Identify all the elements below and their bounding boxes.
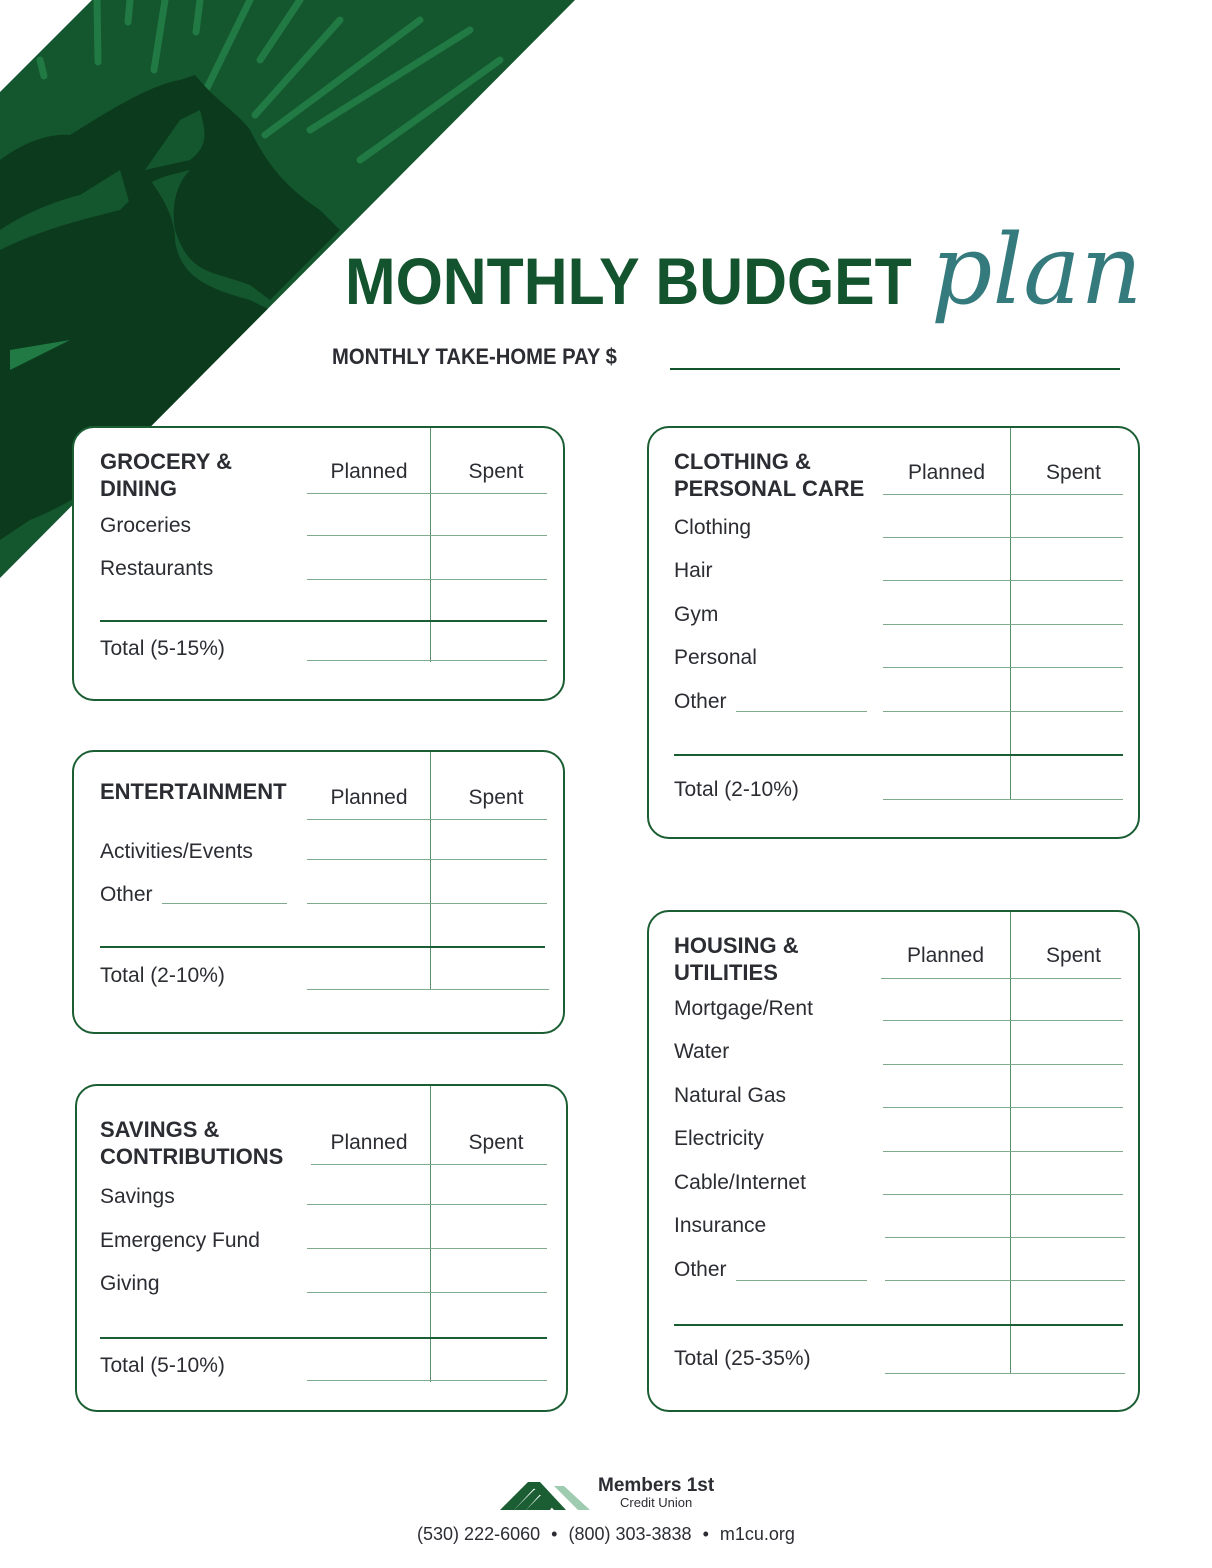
row-label-clothing: Clothing (674, 516, 752, 539)
entry-line-insurance[interactable] (885, 1237, 1125, 1238)
phone-local[interactable]: (530) 222-6060 (417, 1524, 541, 1544)
takehome-pay-field[interactable] (332, 344, 642, 370)
takehome-pay-blank-line[interactable] (670, 368, 1120, 370)
row-label-hair: Hair (674, 559, 713, 582)
entry-line-groceries[interactable] (307, 535, 547, 536)
row-label-water: Water (674, 1040, 730, 1063)
column-header-spent: Spent (468, 1131, 524, 1154)
row-label-savings: Savings (100, 1185, 175, 1208)
entry-line-personal[interactable] (883, 667, 1123, 668)
row-label-other: Other (674, 1258, 727, 1281)
other-description-line[interactable] (162, 903, 287, 904)
entry-line-other[interactable] (307, 903, 547, 904)
entry-line-natural-gas[interactable] (883, 1107, 1123, 1108)
header-rule (883, 494, 1123, 495)
logo-name: Members 1st (598, 1475, 715, 1496)
entry-line-total[interactable] (883, 799, 1123, 800)
title-script-text: plan (931, 214, 1143, 326)
column-header-planned: Planned (907, 461, 986, 484)
column-header-planned: Planned (330, 1131, 408, 1154)
section-grocery-dining (72, 426, 565, 701)
entry-line-electricity[interactable] (883, 1151, 1123, 1152)
row-label-insurance: Insurance (674, 1214, 767, 1237)
brand-logo (500, 1476, 714, 1510)
entry-line-water[interactable] (883, 1064, 1123, 1065)
page-title (345, 214, 1143, 326)
column-header-planned: Planned (330, 786, 408, 809)
other-description-line[interactable] (736, 1280, 867, 1281)
total-rule (100, 1337, 547, 1339)
row-label-activities-events: Activities/Events (100, 840, 253, 863)
row-label-cable-internet: Cable/Internet (674, 1171, 806, 1194)
row-label-total: Total (25-35%) (674, 1347, 811, 1370)
header-rule (307, 493, 547, 494)
row-label-restaurants: Restaurants (100, 557, 214, 580)
total-rule (100, 620, 547, 622)
entry-line-restaurants[interactable] (307, 579, 547, 580)
entry-line-savings[interactable] (307, 1204, 547, 1205)
section-title: GROCERY & DINING (100, 449, 233, 501)
column-divider (1010, 912, 1011, 1374)
entry-line-emergency-fund[interactable] (307, 1248, 547, 1249)
total-rule (674, 1324, 1123, 1326)
row-label-natural-gas: Natural Gas (674, 1084, 787, 1107)
entry-line-total[interactable] (307, 660, 547, 661)
row-label-personal: Personal (674, 646, 757, 669)
entry-line-activities-events[interactable] (307, 859, 547, 860)
column-header-spent: Spent (468, 786, 524, 809)
footer-contact-line (0, 1524, 1212, 1545)
column-header-spent: Spent (1046, 944, 1101, 967)
section-title: CLOTHING & PERSONAL CARE (674, 449, 865, 501)
entry-line-gym[interactable] (883, 624, 1123, 625)
section-title: SAVINGS & CONTRIBUTIONS (100, 1117, 284, 1169)
section-entertainment (72, 750, 565, 1034)
entry-line-total[interactable] (885, 1373, 1125, 1374)
entry-line-mortgage-rent[interactable] (883, 1020, 1123, 1021)
entry-line-cable-internet[interactable] (883, 1194, 1123, 1195)
row-label-total: Total (5-15%) (100, 637, 225, 660)
separator-dot: • (702, 1524, 709, 1544)
logo-subtitle: Credit Union (620, 1495, 693, 1510)
phone-tollfree[interactable]: (800) 303-3838 (568, 1524, 692, 1544)
entry-line-clothing[interactable] (883, 537, 1123, 538)
column-header-planned: Planned (906, 944, 985, 967)
row-label-mortgage-rent: Mortgage/Rent (674, 997, 813, 1020)
entry-line-other[interactable] (883, 711, 1123, 712)
row-label-gym: Gym (674, 603, 719, 626)
header-rule (311, 1164, 547, 1165)
entry-line-total[interactable] (307, 1380, 547, 1381)
column-header-planned: Planned (330, 460, 408, 483)
entry-line-total[interactable] (307, 989, 549, 990)
section-savings-contributions (75, 1084, 568, 1412)
entry-line-other[interactable] (885, 1280, 1125, 1281)
website-link[interactable]: m1cu.org (719, 1524, 795, 1544)
row-label-total: Total (2-10%) (100, 964, 225, 987)
row-label-electricity: Electricity (674, 1127, 764, 1150)
section-title: HOUSING & UTILITIES (674, 933, 799, 985)
separator-dot: • (551, 1524, 558, 1544)
row-label-other: Other (100, 883, 153, 906)
row-label-total: Total (2-10%) (674, 778, 799, 801)
title-main-text: MONTHLY BUDGET (345, 244, 912, 318)
takehome-pay-label: MONTHLY TAKE-HOME PAY $ (332, 344, 617, 369)
total-rule (674, 754, 1123, 756)
column-header-spent: Spent (1046, 461, 1101, 484)
mountain-logo-icon (500, 1476, 590, 1510)
entry-line-hair[interactable] (883, 580, 1123, 581)
section-title: ENTERTAINMENT (100, 779, 287, 804)
header-rule (881, 978, 1121, 979)
column-header-spent: Spent (468, 460, 524, 483)
section-clothing-personal-care (647, 426, 1140, 839)
section-housing-utilities (647, 910, 1140, 1412)
row-label-groceries: Groceries (100, 514, 192, 537)
row-label-emergency-fund: Emergency Fund (100, 1229, 260, 1252)
row-label-total: Total (5-10%) (100, 1354, 225, 1377)
total-rule (100, 946, 545, 948)
row-label-giving: Giving (100, 1272, 160, 1295)
entry-line-giving[interactable] (307, 1292, 547, 1293)
row-label-other: Other (674, 690, 727, 713)
other-description-line[interactable] (736, 711, 867, 712)
header-rule (307, 819, 547, 820)
